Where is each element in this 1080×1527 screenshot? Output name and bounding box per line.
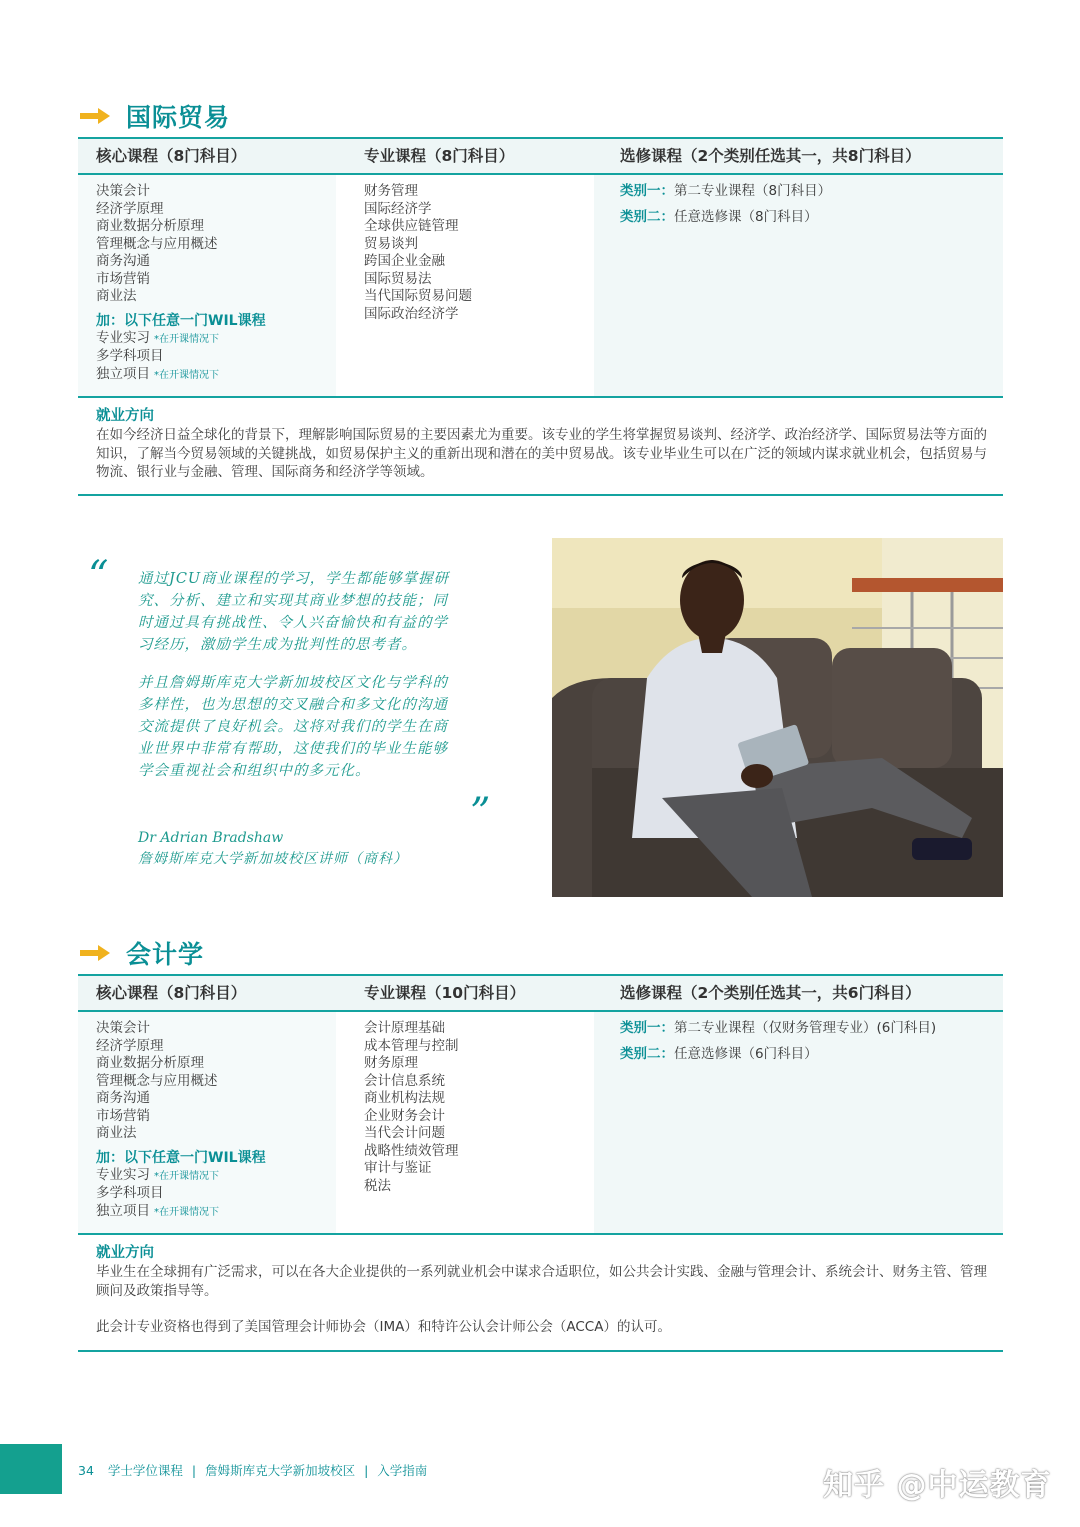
list-item: 国际政治经济学 xyxy=(364,305,459,322)
wil-name: 专业实习 xyxy=(96,329,150,346)
author-name: Dr Adrian Bradshaw xyxy=(138,830,284,846)
category-text: 第二专业课程（8门科目） xyxy=(674,183,832,199)
category-label: 类别二： xyxy=(620,208,674,225)
table-body xyxy=(78,1012,1003,1235)
career-box-intl-trade xyxy=(78,406,1003,496)
list-item: 全球供应链管理 xyxy=(364,218,459,234)
list-item: 商业数据分析原理 xyxy=(96,1055,204,1071)
list-item: 战略性绩效管理 xyxy=(364,1142,459,1159)
list-item: 会计原理基础 xyxy=(364,1020,445,1036)
list-item: 跨国企业金融 xyxy=(364,253,445,269)
table-header xyxy=(78,974,1003,1012)
list-item: 国际贸易法 xyxy=(364,270,432,287)
category-label: 类别一： xyxy=(620,183,674,199)
core-courses-column xyxy=(78,175,336,396)
list-item: 市场营销 xyxy=(96,270,150,287)
list-item: 当代国际贸易问题 xyxy=(364,288,472,304)
header-major: 专业课程（8门科目） xyxy=(364,147,515,165)
list-item: 会计信息系统 xyxy=(364,1072,445,1089)
wil-name: 独立项目 xyxy=(96,365,150,382)
category-text: 任意选修课（6门科目） xyxy=(674,1045,818,1062)
wil-item xyxy=(96,330,336,349)
header-electives: 选修课程（2个类别任选其一，共6门科目） xyxy=(620,984,921,1002)
elective-category xyxy=(620,1046,1003,1064)
arrow-icon xyxy=(78,106,112,126)
list-item: 贸易谈判 xyxy=(364,235,418,252)
footer-separator: | xyxy=(364,1463,369,1478)
list-item: 商业法 xyxy=(96,288,137,304)
section-head-accounting xyxy=(78,935,204,971)
category-text: 任意选修课（8门科目） xyxy=(674,208,818,225)
elective-category xyxy=(620,1020,1003,1038)
list-item: 商业法 xyxy=(96,1125,137,1141)
section-head-intl-trade xyxy=(78,98,230,134)
author-role: 詹姆斯库克大学新加坡校区讲师（商科） xyxy=(138,851,408,867)
footer xyxy=(78,1461,427,1479)
section-title: 会计学 xyxy=(126,940,205,969)
wil-name: 专业实习 xyxy=(96,1166,150,1183)
elective-courses-column xyxy=(594,1012,1003,1233)
category-text: 第二专业课程（仅财务管理专业）(6门科目) xyxy=(674,1020,937,1036)
list-item: 经济学原理 xyxy=(96,1037,164,1054)
table-header xyxy=(78,137,1003,175)
header-core: 核心课程（8门科目） xyxy=(96,984,247,1002)
footer-item: 詹姆斯库克大学新加坡校区 xyxy=(205,1463,356,1478)
major-courses-column xyxy=(336,175,594,396)
section-title: 国际贸易 xyxy=(126,103,231,132)
open-quote-mark: “ xyxy=(88,553,109,599)
category-label: 类别二： xyxy=(620,1045,674,1062)
wil-note: *在开课情况下 xyxy=(154,1206,219,1218)
elective-courses-column xyxy=(594,175,1003,396)
wil-title: 加：以下任意一门WIL课程 xyxy=(96,1149,266,1166)
portrait-illustration xyxy=(552,538,1003,897)
footer-item: 入学指南 xyxy=(377,1463,428,1478)
page-number: 34 xyxy=(78,1463,94,1478)
career-text: 毕业生在全球拥有广泛需求，可以在各大企业提供的一系列就业机会中谋求合适职位，如公共会计实践、金融与管理会计、系统会计、财务主管、管理顾问及政策指导等。 xyxy=(96,1264,987,1299)
career-title: 就业方向 xyxy=(96,408,154,424)
wil-note: *在开课情况下 xyxy=(154,369,219,381)
wil-note: *在开课情况下 xyxy=(154,333,219,345)
list-item: 审计与鉴证 xyxy=(364,1160,432,1176)
category-label: 类别一： xyxy=(620,1020,674,1036)
list-item: 商务沟通 xyxy=(96,1090,150,1106)
quote-text xyxy=(138,568,456,798)
list-item: 税法 xyxy=(364,1177,391,1194)
quote-author xyxy=(138,828,408,870)
core-courses-column xyxy=(78,1012,336,1233)
wil-item xyxy=(96,366,336,385)
list-item: 财务管理 xyxy=(364,183,418,199)
list-item: 管理概念与应用概述 xyxy=(96,1072,218,1089)
elective-category xyxy=(620,209,1003,227)
wil-item xyxy=(96,1185,336,1203)
career-text: 在如今经济日益全球化的背景下，理解影响国际贸易的主要因素尤为重要。该专业的学生将掌握贸易谈判、经济学、政治经济学、国际贸易法等方面的知识，了解当今贸易领域的关键挑战，如贸易保护主义的重新出现和潜在的美中贸易战。该专业毕业生可以在广泛的领域内谋求就业机会，包括贸易与物流、银行业与金融、管理、国际商务和经济学等领域。 xyxy=(96,427,987,480)
header-electives: 选修课程（2个类别任选其一，共8门科目） xyxy=(620,147,921,165)
close-quote-mark: ” xyxy=(470,790,491,836)
wil-name: 多学科项目 xyxy=(96,348,164,364)
wil-item xyxy=(96,348,336,366)
career-text: 此会计专业资格也得到了美国管理会计师协会（IMA）和特许公认会计师公会（ACCA）的认可。 xyxy=(96,1319,671,1335)
list-item: 决策会计 xyxy=(96,183,150,199)
wil-title: 加：以下任意一门WIL课程 xyxy=(96,312,266,329)
watermark: 知乎 @中运教育 xyxy=(823,1468,1052,1503)
footer-accent-bar xyxy=(0,1444,62,1494)
footer-separator: | xyxy=(191,1463,197,1478)
career-box-accounting xyxy=(78,1243,1003,1352)
course-table-accounting xyxy=(78,974,1003,1235)
career-title: 就业方向 xyxy=(96,1245,154,1261)
list-item: 商务沟通 xyxy=(96,253,150,269)
wil-name: 多学科项目 xyxy=(96,1185,164,1201)
portrait-photo xyxy=(552,538,1003,897)
header-core: 核心课程（8门科目） xyxy=(96,147,247,165)
quote-paragraph: 并且詹姆斯库克大学新加坡校区文化与学科的多样性，也为思想的交叉融合和多文化的沟通交流提供了良好机会。这将对我们的学生在商业世界中非常有帮助，这使我们的毕业生能够学会重视社会和组织中的多元化。 xyxy=(138,675,448,779)
list-item: 财务原理 xyxy=(364,1055,418,1071)
footer-item: 学士学位课程 xyxy=(107,1463,183,1478)
elective-category xyxy=(620,183,1003,201)
wil-name: 独立项目 xyxy=(96,1202,150,1219)
list-item: 经济学原理 xyxy=(96,200,164,217)
table-body xyxy=(78,175,1003,398)
list-item: 商业机构法规 xyxy=(364,1090,445,1106)
list-item: 国际经济学 xyxy=(364,200,432,217)
header-major: 专业课程（10门科目） xyxy=(364,984,526,1002)
list-item: 决策会计 xyxy=(96,1020,150,1036)
list-item: 管理概念与应用概述 xyxy=(96,235,218,252)
list-item: 市场营销 xyxy=(96,1107,150,1124)
wil-note: *在开课情况下 xyxy=(154,1170,219,1182)
list-item: 企业财务会计 xyxy=(364,1107,445,1124)
major-courses-column xyxy=(336,1012,594,1233)
list-item: 商业数据分析原理 xyxy=(96,218,204,234)
course-table-intl-trade xyxy=(78,137,1003,398)
list-item: 成本管理与控制 xyxy=(364,1037,459,1054)
wil-item xyxy=(96,1203,336,1222)
arrow-icon xyxy=(78,943,112,963)
list-item: 当代会计问题 xyxy=(364,1125,445,1141)
quote-paragraph: 通过JCU商业课程的学习，学生都能够掌握研究、分析、建立和实现其商业梦想的技能；同时通过具有挑战性、令人兴奋愉快和有益的学习经历，激励学生成为批判性的思考者。 xyxy=(138,571,450,653)
wil-item xyxy=(96,1167,336,1186)
